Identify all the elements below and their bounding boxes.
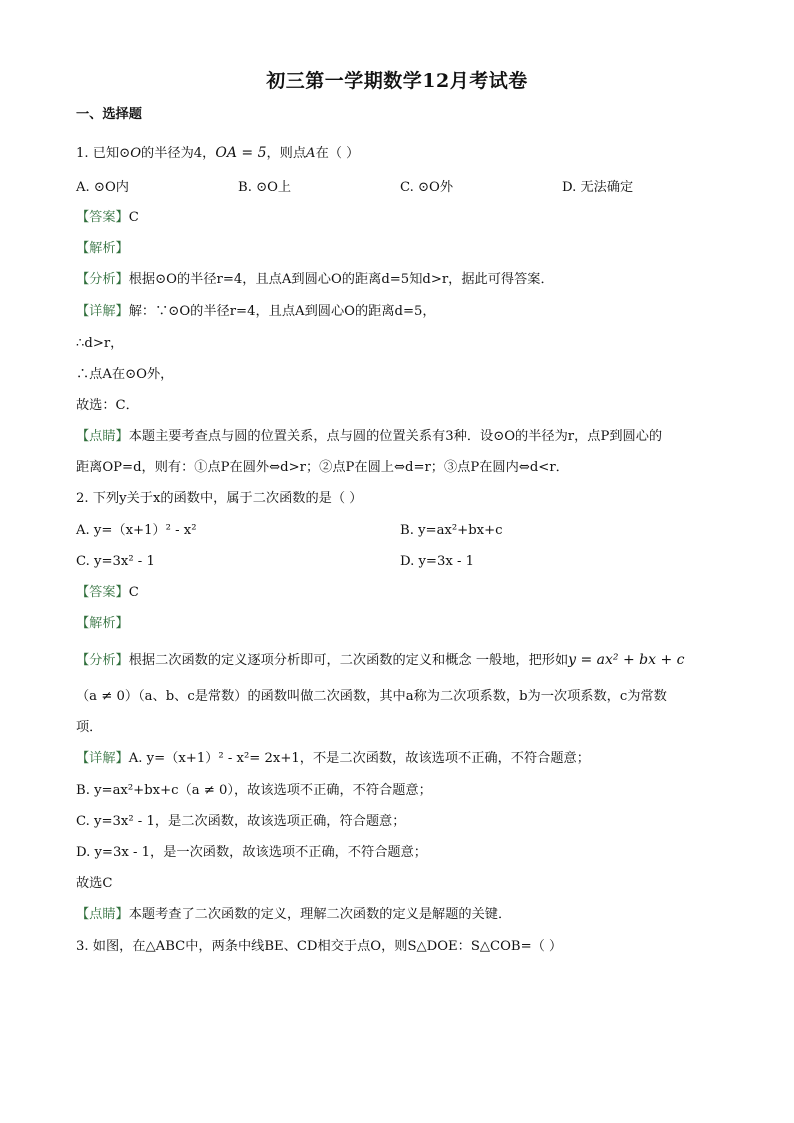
q1-option-a: A. ⊙O内 [76, 180, 129, 195]
section-heading: 一、选择题 [76, 107, 142, 122]
page-title: 初三第一学期数学12月考试卷 [266, 70, 528, 92]
q1-analysis: 【分析】根据⊙O的半径r=4，且点A到圆心O的距离d=5知d>r，据此可得答案． [76, 272, 554, 287]
q1-step-2: ∴点A在⊙O外， [76, 367, 174, 382]
q2-remark: 【点睛】本题考查了二次函数的定义，理解二次函数的定义是解题的关键． [76, 907, 512, 922]
q1-detail: 【详解】解：∵⊙O的半径r=4，且点A到圆心O的距离d=5， [76, 304, 436, 319]
q1-option-b: B. ⊙O上 [238, 180, 292, 195]
q2-detail-d: D. y=3x - 1，是一次函数，故该选项不正确，不符合题意； [76, 845, 427, 860]
q2-stem: 2. 下列y关于x的函数中，属于二次函数的是（ ） [76, 491, 363, 506]
q2-option-c: C. y=3x² - 1 [76, 554, 155, 569]
q2-option-b: B. y=ax²+bx+c [400, 523, 503, 538]
q2-answer: 【答案】C [76, 585, 139, 600]
q1-remark-1: 【点睛】本题主要考查点与圆的位置关系，点与圆的位置关系有3种．设⊙O的半径为r，点P到圆心的 [76, 429, 663, 444]
q1-option-d: D. 无法确定 [562, 180, 634, 195]
q1-jiexi: 【解析】 [76, 241, 129, 256]
q2-option-d: D. y=3x - 1 [400, 554, 475, 569]
q1-choose: 故选：C． [76, 398, 139, 413]
q3-stem: 3. 如图，在△ABC中，两条中线BE、CD相交于点O，则S△DOE：S△COB=（ ） [76, 939, 563, 954]
q1-option-c: C. ⊙O外 [400, 180, 454, 195]
q1-remark-2: 距离OP=d，则有：①点P在圆外⇔d>r；②点P在圆上⇔d=r；③点P在圆内⇔d<r． [76, 460, 569, 475]
q2-detail-c: C. y=3x² - 1，是二次函数，故该选项正确，符合题意； [76, 814, 406, 829]
q1-step-1: ∴d>r， [76, 336, 124, 351]
q1-stem: 1. 已知⊙O的半径为4，OA = 5，则点A在（ ） [76, 145, 360, 161]
q2-option-a: A. y=（x+1）² - x² [76, 523, 197, 538]
q1-answer: 【答案】C [76, 210, 139, 225]
q2-analysis-1: 【分析】根据二次函数的定义逐项分析即可，二次函数的定义和概念 一般地，把形如y = ax² + bx + c [76, 652, 685, 668]
q2-analysis-3: 项． [76, 720, 103, 735]
q2-analysis-2: （a ≠ 0）（a、b、c是常数）的函数叫做二次函数，其中a称为二次项系数，b为一次项系数，c为常数 [76, 689, 667, 704]
q2-choose: 故选C [76, 876, 113, 891]
q2-jiexi: 【解析】 [76, 616, 129, 631]
q2-detail-b: B. y=ax²+bx+c（a ≠ 0），故该选项不正确，不符合题意； [76, 783, 432, 798]
q2-detail-a: 【详解】A. y=（x+1）² - x²= 2x+1，不是二次函数，故该选项不正确，不符合题意； [76, 751, 590, 766]
